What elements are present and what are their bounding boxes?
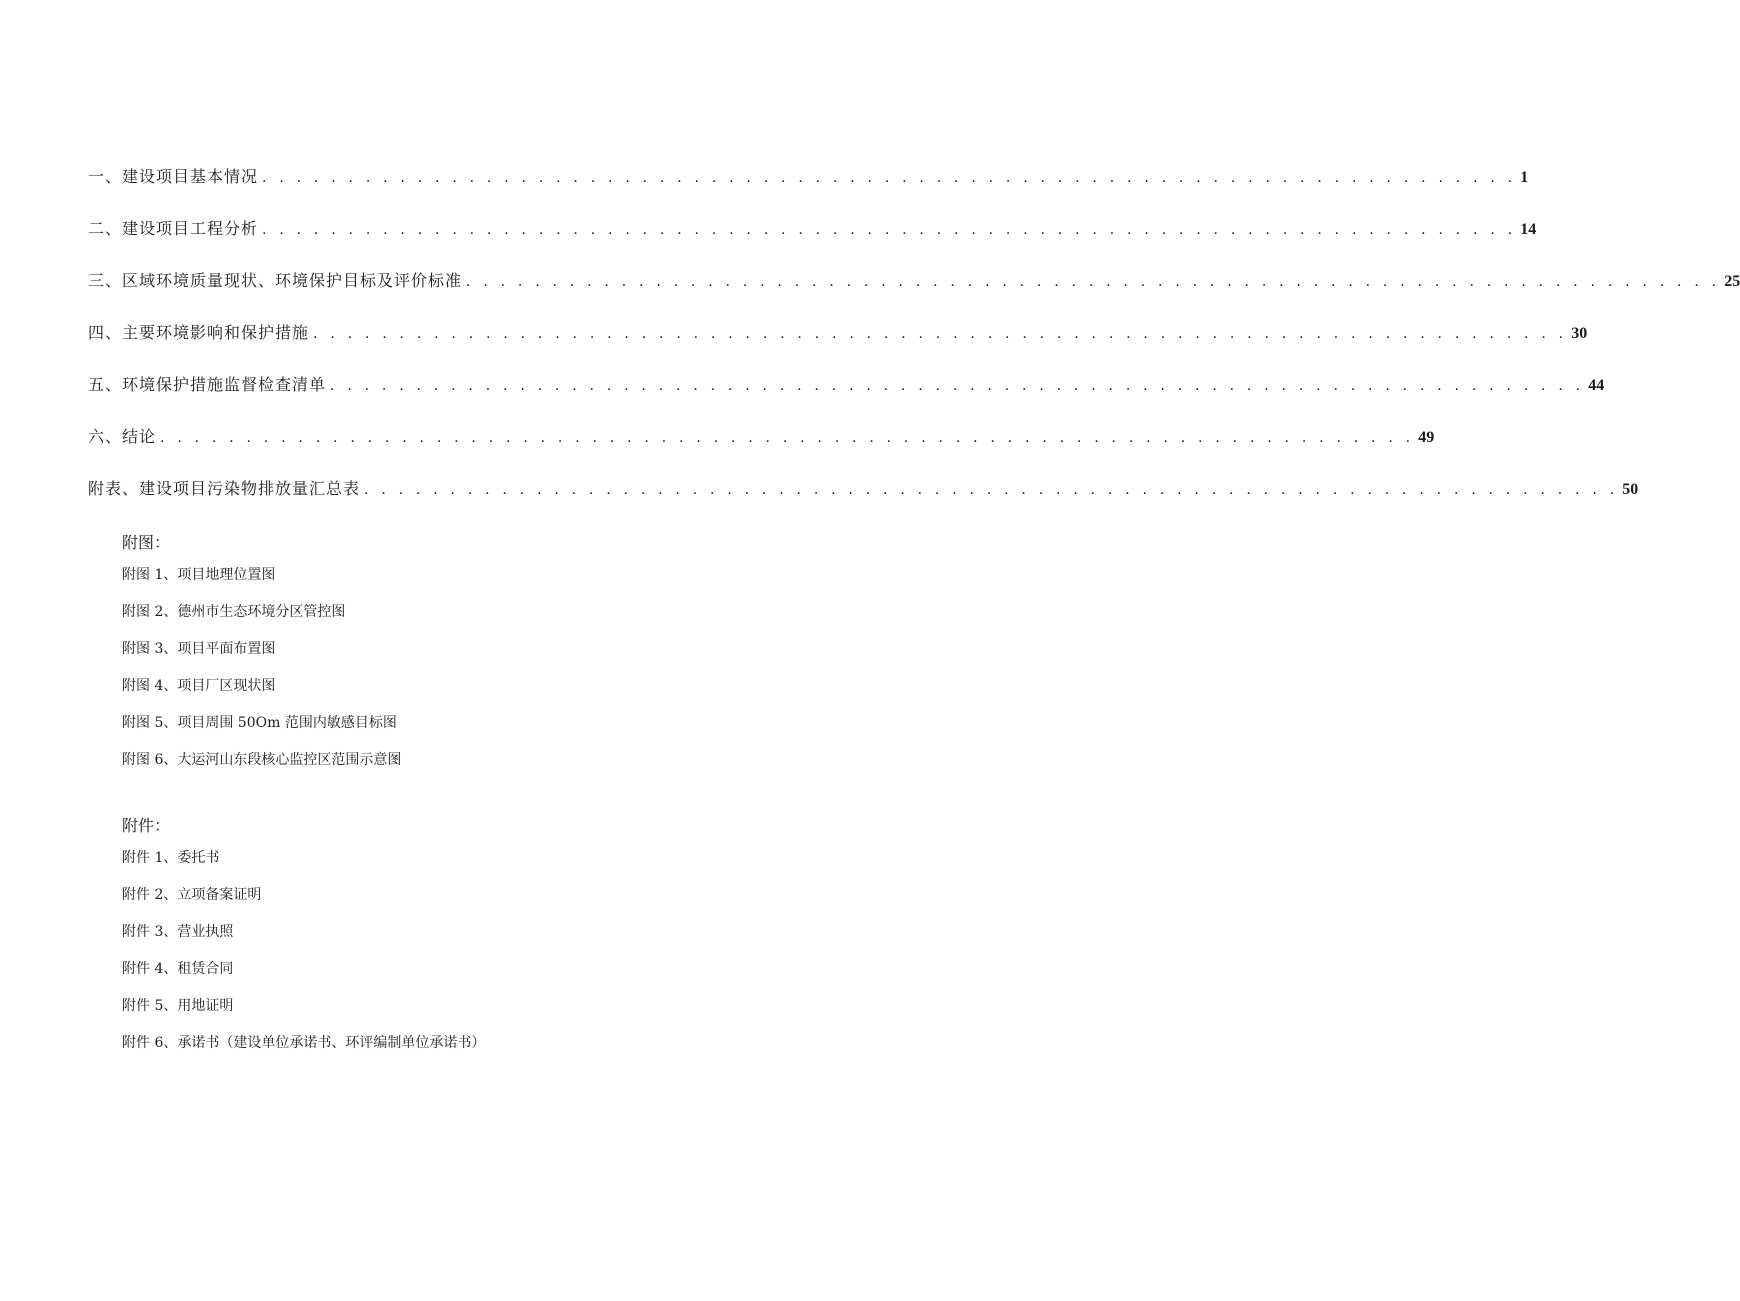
figure-item: 附图 6、大运河山东段核心监控区范围示意图 — [122, 752, 402, 768]
toc-entry-page: 50 — [1622, 481, 1639, 498]
figure-item: 附图 4、项目厂区现状图 — [122, 678, 276, 694]
toc-entry[interactable] — [88, 164, 1529, 216]
attachment-item: 附件 5、用地证明 — [122, 998, 234, 1014]
toc-entry-title: 附表、建设项目污染物排放量汇总表 — [88, 479, 361, 498]
attachments-heading: 附件： — [122, 816, 171, 835]
toc-dot-leader: . . . . . . . . . . . . . . . . . . . . . . . . . . . . . . . . . . . . . . . . . . . . . . . . . . . . . . . . . . . . . . . . . . . . . . . . . — [330, 378, 1585, 394]
attachment-item: 附件 3、营业执照 — [122, 924, 234, 940]
toc-dot-leader: . . . . . . . . . . . . . . . . . . . . . . . . . . . . . . . . . . . . . . . . . . . . . . . . . . . . . . . . . . . . . . . . . . . . . . . . . — [313, 326, 1568, 342]
toc-entry-title: 六、结论 — [88, 427, 157, 446]
toc-dot-leader: . . . . . . . . . . . . . . . . . . . . . . . . . . . . . . . . . . . . . . . . . . . . . . . . . . . . . . . . . . . . . . . . . . . . . . . . . — [262, 170, 1517, 186]
toc-entry[interactable] — [88, 320, 1588, 372]
toc-entry[interactable] — [88, 268, 1740, 320]
toc-entry[interactable] — [88, 476, 1639, 528]
figures-heading: 附图： — [122, 533, 171, 552]
toc-entry-title: 三、区域环境质量现状、环境保护目标及评价标准 — [88, 271, 463, 290]
figure-item: 附图 1、项目地理位置图 — [122, 567, 276, 583]
figure-item: 附图 3、项目平面布置图 — [122, 641, 276, 657]
toc-dot-leader: . . . . . . . . . . . . . . . . . . . . . . . . . . . . . . . . . . . . . . . . . . . . . . . . . . . . . . . . . . . . . . . . . . . . . . . . . — [160, 430, 1415, 446]
figure-item: 附图 5、项目周围 50Om 范围内敏感目标图 — [122, 715, 397, 731]
toc-dot-leader: . . . . . . . . . . . . . . . . . . . . . . . . . . . . . . . . . . . . . . . . . . . . . . . . . . . . . . . . . . . . . . . . . . . . . . . . . — [466, 274, 1721, 290]
toc-entry-page: 49 — [1418, 429, 1435, 446]
toc-entry-title: 五、环境保护措施监督检查清单 — [88, 375, 327, 394]
table-of-contents — [88, 164, 1740, 528]
attachment-item: 附件 2、立项备案证明 — [122, 887, 262, 903]
attachment-item: 附件 4、租赁合同 — [122, 961, 234, 977]
attachment-item: 附件 6、承诺书（建设单位承诺书、环评编制单位承诺书） — [122, 1035, 486, 1051]
toc-entry-page: 25 — [1724, 273, 1740, 290]
toc-entry[interactable] — [88, 216, 1537, 268]
toc-entry-page: 30 — [1571, 325, 1588, 342]
toc-entry-title: 四、主要环境影响和保护措施 — [88, 323, 310, 342]
toc-dot-leader: . . . . . . . . . . . . . . . . . . . . . . . . . . . . . . . . . . . . . . . . . . . . . . . . . . . . . . . . . . . . . . . . . . . . . . . . . — [262, 222, 1517, 238]
attachments-list — [122, 813, 485, 1070]
attachment-item: 附件 1、委托书 — [122, 850, 220, 866]
toc-entry-title: 一、建设项目基本情况 — [88, 167, 259, 186]
toc-entry-page: 44 — [1588, 377, 1605, 394]
figures-list — [122, 530, 401, 787]
toc-entry-page: 1 — [1520, 169, 1529, 186]
toc-entry[interactable] — [88, 372, 1605, 424]
toc-entry-page: 14 — [1520, 221, 1537, 238]
toc-entry[interactable] — [88, 424, 1435, 476]
toc-dot-leader: . . . . . . . . . . . . . . . . . . . . . . . . . . . . . . . . . . . . . . . . . . . . . . . . . . . . . . . . . . . . . . . . . . . . . . . . . — [364, 482, 1619, 498]
toc-entry-title: 二、建设项目工程分析 — [88, 219, 259, 238]
figure-item: 附图 2、德州市生态环境分区管控图 — [122, 604, 346, 620]
